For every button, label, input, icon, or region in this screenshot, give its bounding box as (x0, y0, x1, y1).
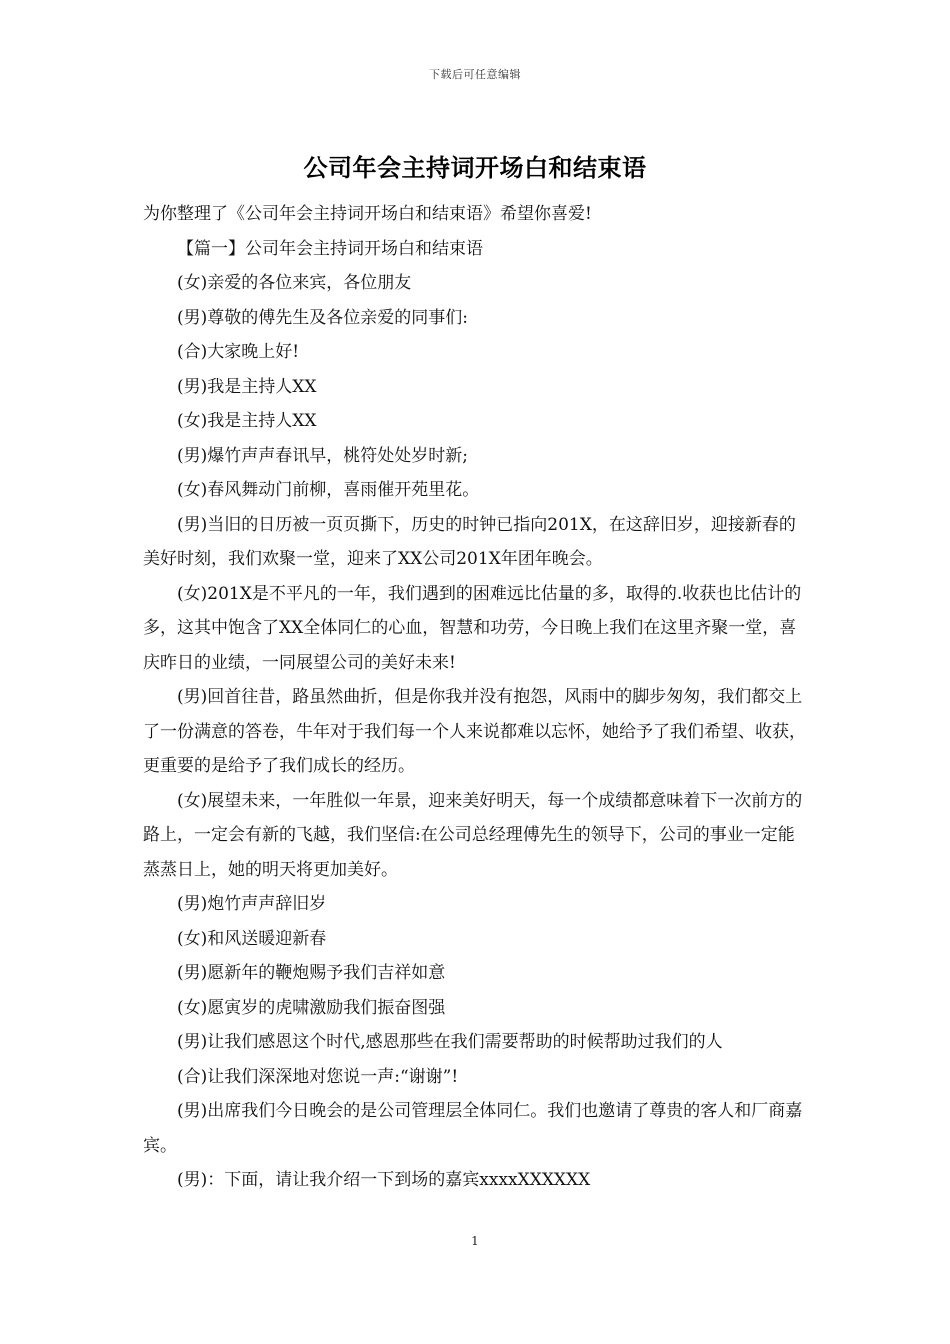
paragraph: (女)我是主持人XX (177, 411, 317, 431)
page-number: 1 (471, 1234, 479, 1248)
paragraph: (男)回首往昔，路虽然曲折，但是你我并没有抱怨，风雨中的脚步匆匆，我们都交上了一份满意的答卷，牛年对于我们每一个人来说都难以忘怀，她给予了我们希望、收获，更重要的是给予了我们成长的经历。 (143, 687, 806, 776)
paragraph: (女)亲爱的各位来宾，各位朋友 (177, 273, 412, 293)
paragraph: (男)让我们感恩这个时代,感恩那些在我们需要帮助的时候帮助过我们的人 (177, 1032, 723, 1052)
paragraph: (女)和风送暖迎新春 (177, 928, 327, 949)
paragraph: (男)愿新年的鞭炮赐予我们吉祥如意 (177, 963, 446, 983)
document-title: 公司年会主持词开场白和结束语 (303, 153, 647, 182)
paragraph: (女)愿寅岁的虎啸激励我们振奋图强 (177, 997, 446, 1018)
header-note: 下载后可任意编辑 (429, 68, 521, 81)
paragraph: 为你整理了《公司年会主持词开场白和结束语》希望你喜爱! (143, 204, 592, 224)
paragraph: 【篇一】公司年会主持词开场白和结束语 (177, 238, 483, 259)
paragraph: (男)出席我们今日晚会的是公司管理层全体同仁。我们也邀请了尊贵的客人和厂商嘉宾。 (143, 1101, 803, 1156)
paragraph: (男)爆竹声声春讯早，桃符处处岁时新; (177, 445, 468, 466)
paragraph: (男)尊敬的傅先生及各位亲爱的同事们: (177, 307, 468, 328)
paragraph: (男)：下面，请让我介绍一下到场的嘉宾xxxxXXXXXX (177, 1170, 591, 1190)
paragraph: (合)让我们深深地对您说一声:“谢谢”! (177, 1066, 459, 1087)
paragraph: (男)我是主持人XX (177, 376, 317, 397)
paragraph: (男)炮竹声声辞旧岁 (177, 894, 327, 914)
paragraph: (男)当旧的日历被一页页撕下，历史的时钟已指向201X，在这辞旧岁，迎接新春的美好时刻，我们欢聚一堂，迎来了XX公司201X年团年晚会。 (143, 514, 796, 569)
paragraph: (合)大家晚上好! (177, 342, 300, 362)
paragraph: (女)春风舞动门前柳，喜雨催开苑里花。 (177, 480, 480, 500)
paragraph: (女)201X是不平凡的一年，我们遇到的困难远比估量的多，取得的.收获也比估计的多，这其中饱含了XX全体同仁的心血，智慧和功劳，今日晚上我们在这里齐聚一堂，喜庆昨日的业绩，一同展望公司的美好未来! (143, 583, 802, 673)
document-body (143, 197, 811, 1198)
paragraph: (女)展望未来，一年胜似一年景，迎来美好明天，每一个成绩都意味着下一次前方的路上，一定会有新的飞越，我们坚信:在公司总经理傅先生的领导下，公司的事业一定能蒸蒸日上，她的明天将更加美好。 (143, 790, 803, 880)
